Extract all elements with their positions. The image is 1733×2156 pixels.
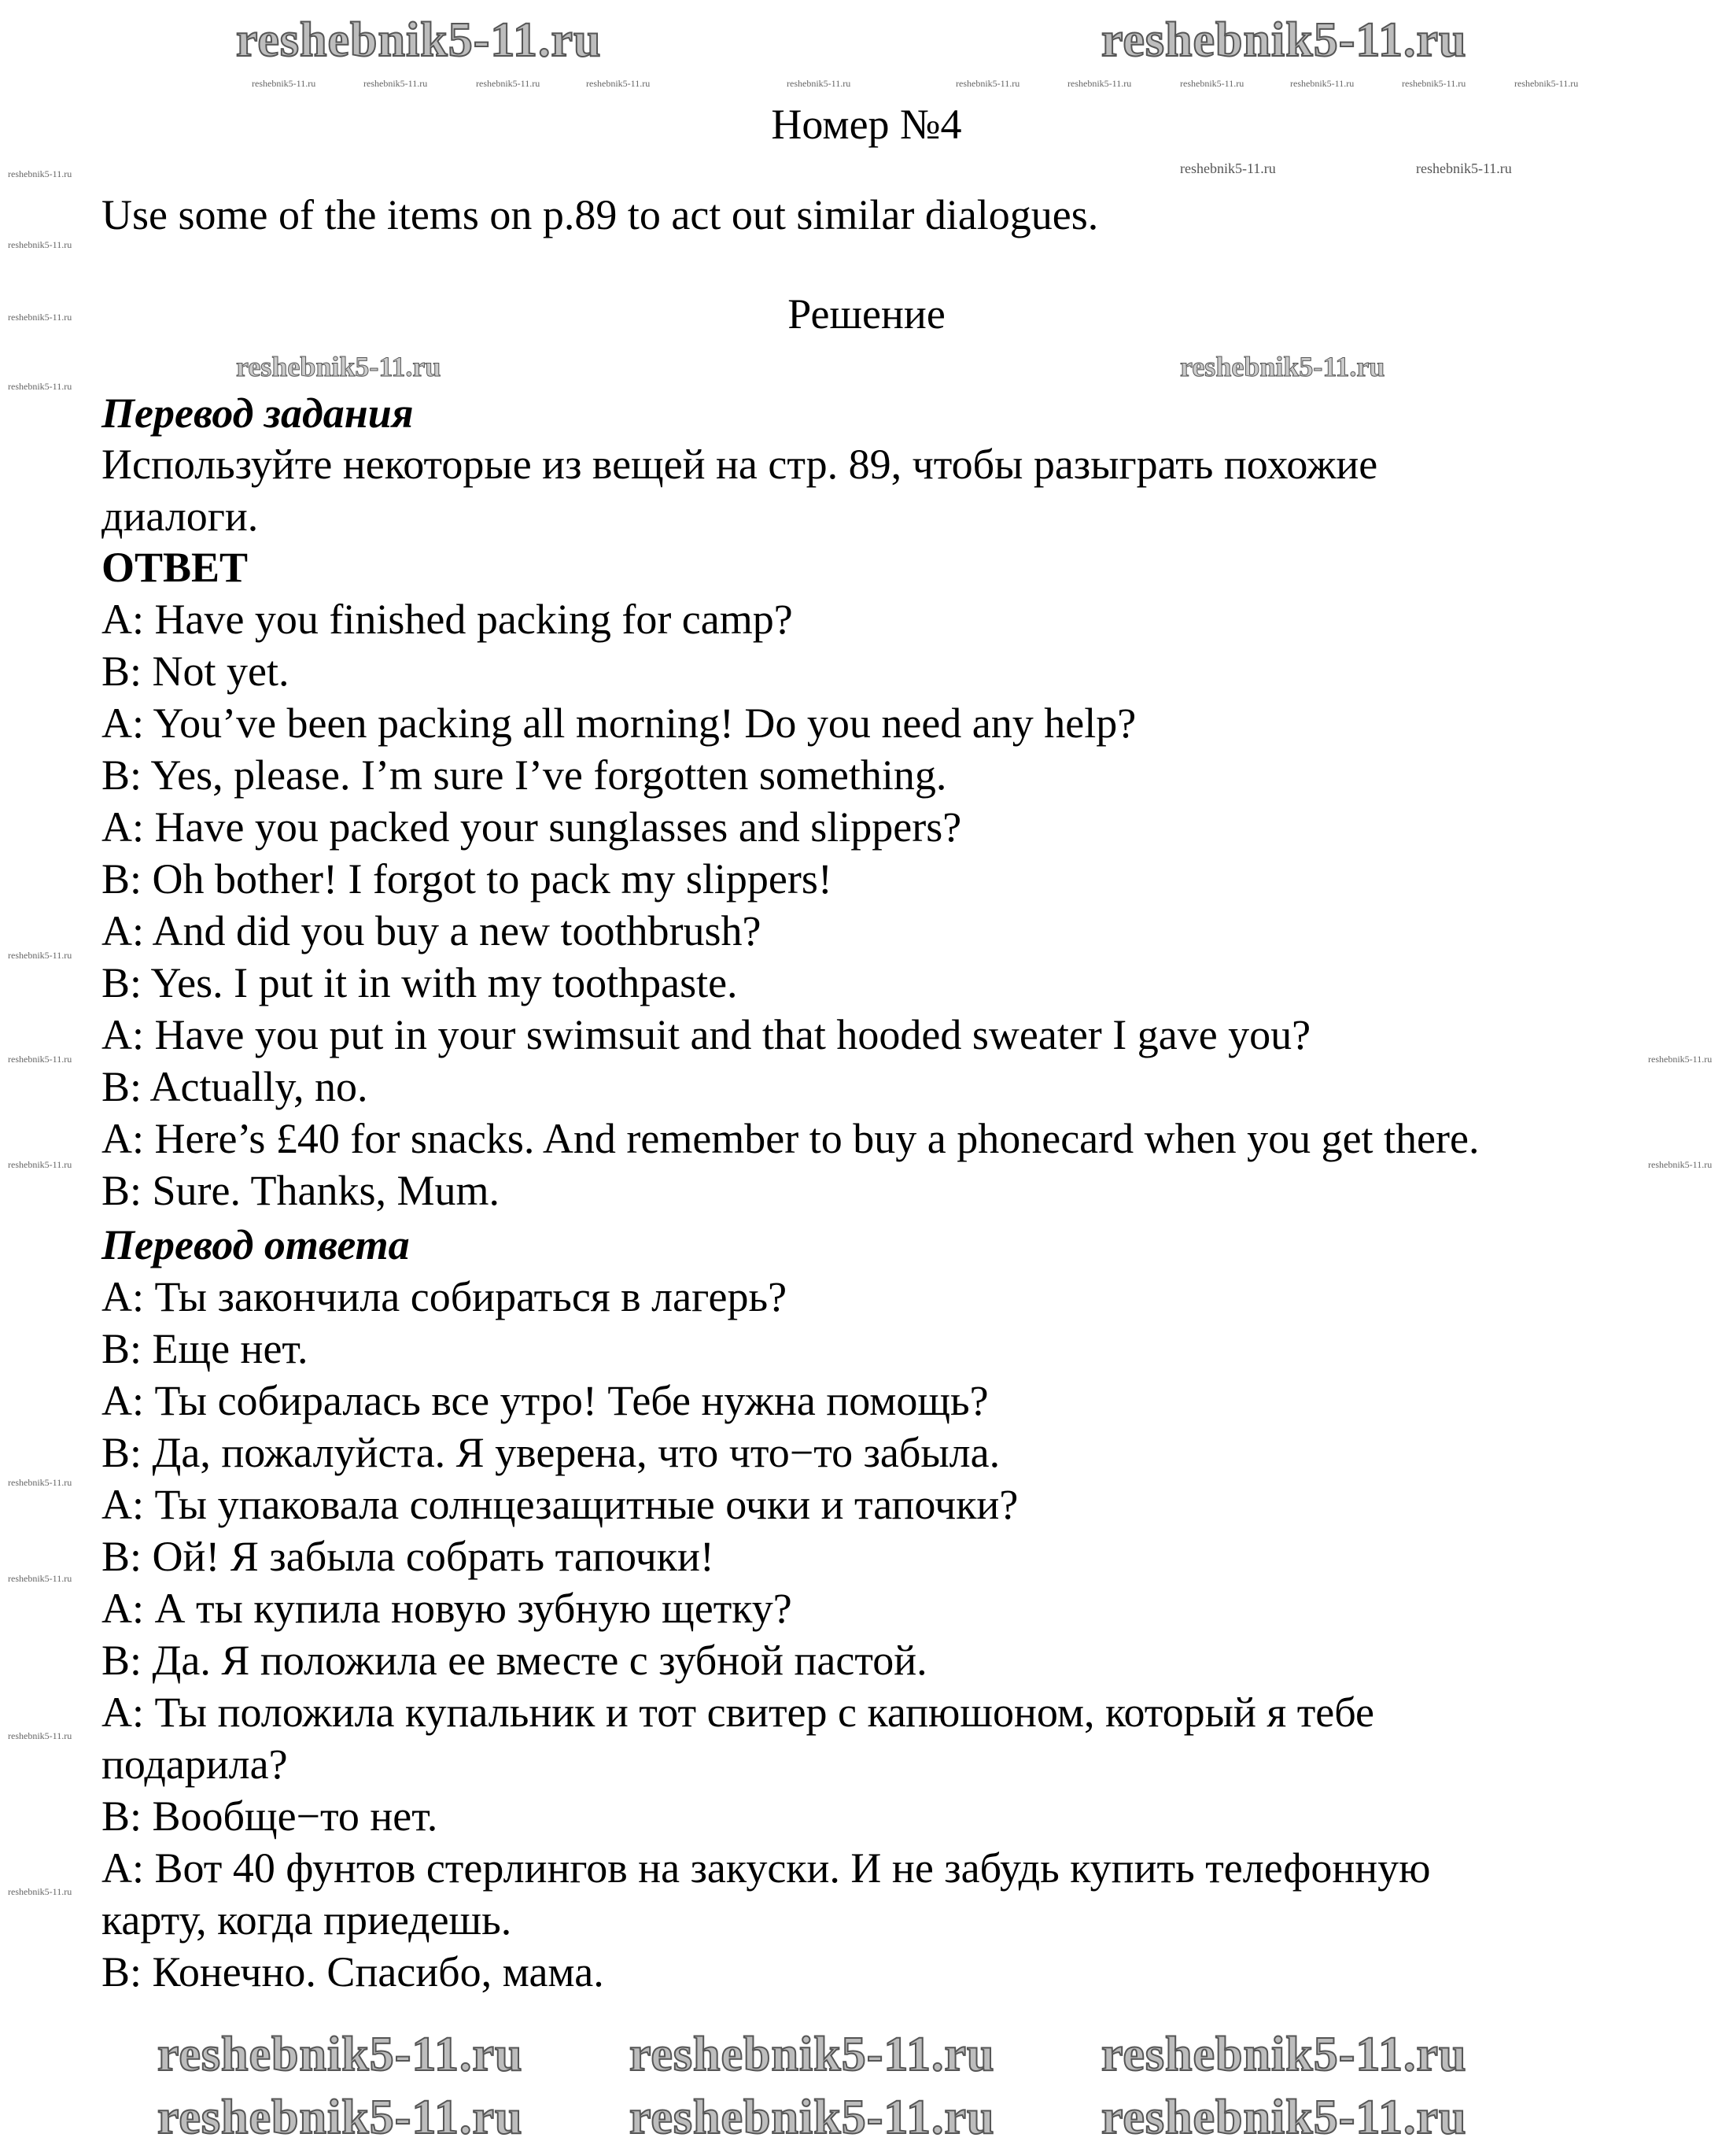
dialogue-line: B: Yes. I put it in with my toothpaste. — [101, 959, 738, 1006]
watermark: reshebnik5-11.ru — [586, 78, 651, 89]
watermark: reshebnik5-11.ru — [1416, 161, 1512, 176]
watermark: reshebnik5-11.ru — [8, 168, 72, 179]
watermark: reshebnik5-11.ru — [1180, 161, 1276, 176]
page-title: Номер №4 — [771, 101, 962, 148]
dialogue-line: B: Еще нет. — [101, 1325, 308, 1372]
watermark: reshebnik5-11.ru — [956, 78, 1020, 89]
watermark: reshebnik5-11.ru — [8, 1886, 72, 1897]
dialogue-line: A: Ты собиралась все утро! Тебе нужна помощь? — [101, 1377, 989, 1424]
task-translation-line: Используйте некоторые из вещей на стр. 89, чтобы разыграть похожие — [101, 441, 1378, 488]
dialogue-line: A: Ты упаковала солнцезащитные очки и тапочки? — [101, 1481, 1019, 1528]
watermark: reshebnik5-11.ru — [252, 78, 316, 89]
watermark: reshebnik5-11.ru — [1648, 1054, 1713, 1065]
watermark: reshebnik5-11.ru — [157, 2091, 523, 2144]
task-translation-heading: Перевод задания — [101, 389, 414, 437]
watermark: reshebnik5-11.ru — [629, 2091, 995, 2144]
watermark: reshebnik5-11.ru — [157, 2028, 523, 2081]
watermark: reshebnik5-11.ru — [1101, 13, 1467, 67]
dialogue-line: B: Actually, no. — [101, 1063, 368, 1110]
watermark: reshebnik5-11.ru — [1067, 78, 1132, 89]
dialogue-line: B: Not yet. — [101, 648, 289, 695]
watermark: reshebnik5-11.ru — [8, 1159, 72, 1170]
watermark: reshebnik5-11.ru — [1101, 2028, 1467, 2081]
dialogue-line: A: You’ve been packing all morning! Do you need any help? — [101, 700, 1137, 747]
watermark: reshebnik5-11.ru — [787, 78, 851, 89]
watermark: reshebnik5-11.ru — [8, 1730, 72, 1741]
watermark: reshebnik5-11.ru — [1180, 78, 1244, 89]
dialogue-line: A: Вот 40 фунтов стерлингов на закуски. И не забудь купить телефонную — [101, 1844, 1431, 1892]
watermark: reshebnik5-11.ru — [8, 1054, 72, 1065]
watermark: reshebnik5-11.ru — [236, 351, 441, 382]
watermark: reshebnik5-11.ru — [1290, 78, 1355, 89]
watermark: reshebnik5-11.ru — [1514, 78, 1579, 89]
watermark: reshebnik5-11.ru — [476, 78, 540, 89]
task-text: Use some of the items on p.89 to act out similar dialogues. — [101, 191, 1099, 238]
answer-translation-heading: Перевод ответа — [101, 1221, 410, 1268]
dialogue-line: A: Ты закончила собираться в лагерь? — [101, 1273, 787, 1320]
dialogue-line: A: А ты купила новую зубную щетку? — [101, 1585, 792, 1632]
solution-heading: Решение — [787, 290, 946, 338]
watermark: reshebnik5-11.ru — [236, 13, 602, 67]
dialogue-line: B: Да. Я положила ее вместе с зубной пастой. — [101, 1637, 927, 1684]
dialogue-line: B: Да, пожалуйста. Я уверена, что что−то забыла. — [101, 1429, 1001, 1476]
dialogue-line: B: Ой! Я забыла собрать тапочки! — [101, 1533, 714, 1580]
watermark: reshebnik5-11.ru — [1101, 2091, 1467, 2144]
watermark: reshebnik5-11.ru — [1180, 351, 1385, 382]
dialogue-line: карту, когда приедешь. — [101, 1896, 512, 1944]
watermark: reshebnik5-11.ru — [8, 381, 72, 392]
dialogue-line: A: Have you put in your swimsuit and that hooded sweater I gave you? — [101, 1011, 1311, 1058]
dialogue-line: A: Have you finished packing for camp? — [101, 596, 793, 643]
dialogue-line: A: And did you buy a new toothbrush? — [101, 907, 761, 954]
watermark: reshebnik5-11.ru — [1402, 78, 1466, 89]
watermark: reshebnik5-11.ru — [8, 1573, 72, 1584]
watermark: reshebnik5-11.ru — [363, 78, 428, 89]
watermark: reshebnik5-11.ru — [8, 239, 72, 250]
dialogue-line: B: Oh bother! I forgot to pack my slippers! — [101, 855, 832, 903]
dialogue-line: A: Have you packed your sunglasses and slippers? — [101, 803, 962, 851]
watermark: reshebnik5-11.ru — [8, 950, 72, 961]
task-translation-line: диалоги. — [101, 493, 259, 540]
dialogue-line: A: Ты положила купальник и тот свитер с капюшоном, который я тебе — [101, 1689, 1374, 1736]
answer-heading: ОТВЕТ — [101, 544, 249, 591]
dialogue-line: B: Конечно. Спасибо, мама. — [101, 1948, 604, 1995]
dialogue-line: B: Sure. Thanks, Mum. — [101, 1167, 500, 1214]
dialogue-line: B: Вообще−то нет. — [101, 1792, 438, 1840]
dialogue-line: подарила? — [101, 1741, 288, 1788]
watermark: reshebnik5-11.ru — [629, 2028, 995, 2081]
watermark: reshebnik5-11.ru — [8, 1477, 72, 1488]
watermark: reshebnik5-11.ru — [1648, 1159, 1713, 1170]
dialogue-line: A: Here’s £40 for snacks. And remember to buy a phonecard when you get there. — [101, 1115, 1480, 1162]
watermark: reshebnik5-11.ru — [8, 312, 72, 323]
dialogue-line: B: Yes, please. I’m sure I’ve forgotten something. — [101, 751, 947, 799]
